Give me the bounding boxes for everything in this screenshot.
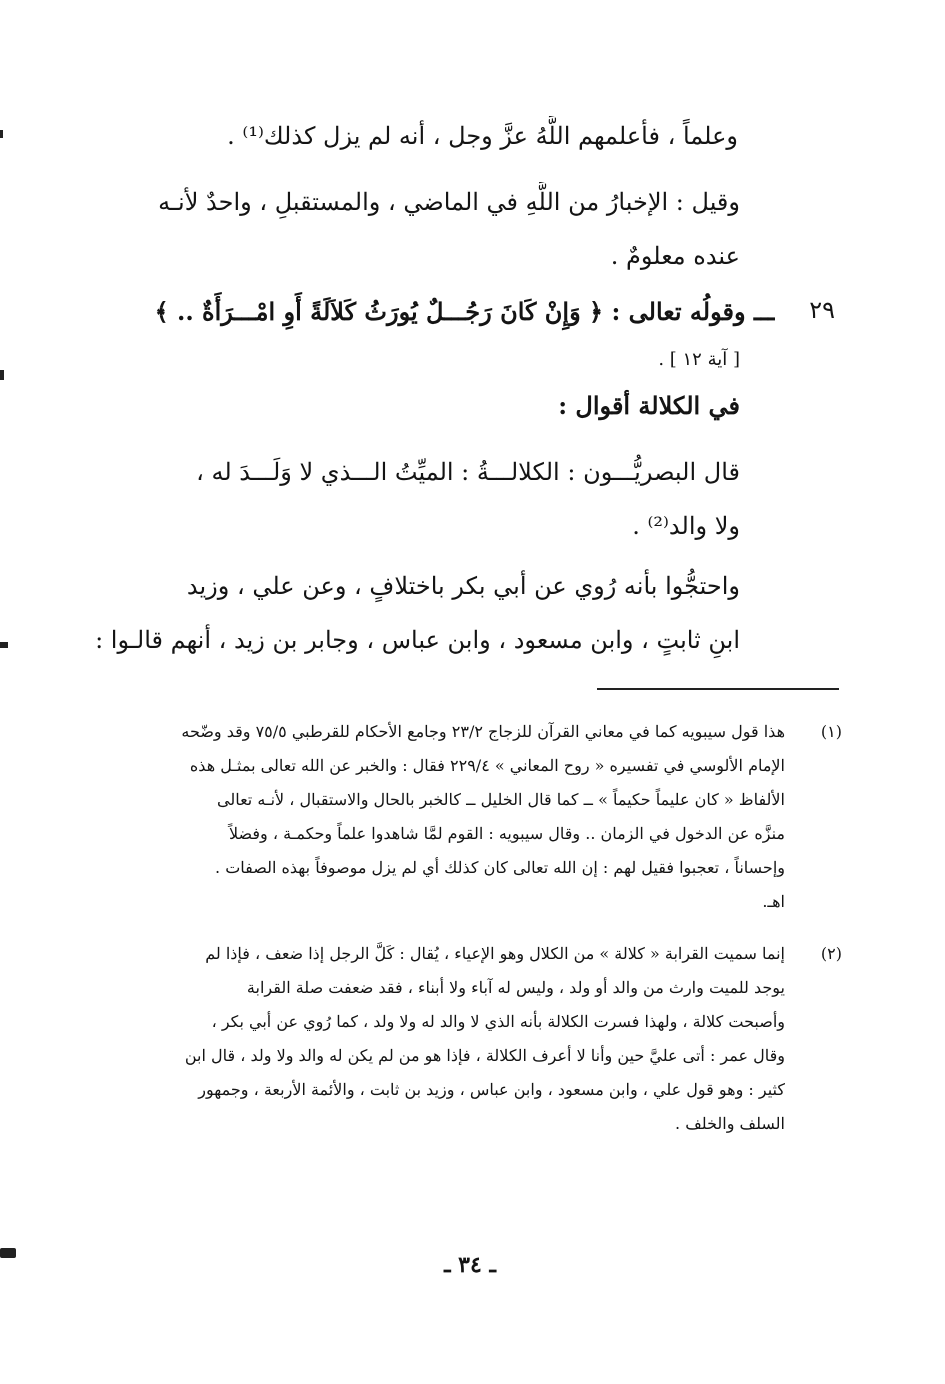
body-line-9: واحتجُّوا بأنه رُوي عن أبي بكر باختلافٍ ، وعن علي ، وزيد: [186, 572, 740, 600]
footnote-1-line-4: منزَّه عن الدخول في الزمان .. وقال سيبويه : القوم لمَّا شاهدوا علماً وحكمـة ، وفضلاً: [228, 824, 785, 843]
body-line-8: ولا والد⁽²⁾ .: [632, 512, 740, 540]
footnote-2-line-2: يوجد للميت وارث من والد أو ولد ، وليس له آباء ولا أبناء ، فقد ضعفت صلة القرابة: [246, 978, 785, 997]
footnote-2-line-6: السلف والخلف .: [675, 1114, 785, 1133]
body-line-7: قال البصريُّـــون : الكلالـــةُ : الميِّتُ الـــذي لا وَلَـــدَ له ،: [196, 458, 740, 486]
body-line-3: عنده معلومٌ .: [610, 242, 740, 270]
body-line-5-ayah-ref: [ آية ١٢ ] .: [658, 349, 740, 370]
body-line-10: ابنِ ثابتٍ ، وابن مسعود ، وابن عباس ، وجابر بن زيد ، أنهم قالـوا :: [95, 626, 740, 654]
footnote-2-line-4: وقال عمر : أتى عليَّ حين وأنا لا أعرف الكلالة ، فإذا هو من لم يكن له والد ولا ولد ، قال ابن: [184, 1046, 785, 1065]
footnote-separator: [597, 688, 839, 690]
footnote-1-line-2: الإمام الألوسي في تفسيره « روح المعاني » ٢٢٩/٤ فقال : والخبر عن الله تعالى بمثـل هذه: [189, 756, 785, 775]
scan-mark-1: [0, 130, 3, 138]
body-line-2: وقيل : الإخبارُ من اللَّهِ في الماضي ، والمستقبلِ ، واحدٌ لأنـه: [158, 188, 740, 216]
section-heading: في الكلالة أقوال :: [558, 391, 740, 420]
footnote-2-marker: (٢): [820, 944, 842, 963]
footnote-2-line-1: إنما سميت القرابة « كلالة » من الكلال وهو الإعياء ، يُقال : كَلَّ الرجل إذا ضعف ، فإذا لم: [205, 944, 785, 963]
body-line-1: وعلماً ، فأعلمهم اللَّهُ عزَّ وجل ، أنه لم يزل كذلك⁽¹⁾ .: [227, 122, 738, 150]
body-line-4-verse: ـــ وقولُه تعالى : ﴿ وَإِنْ كَانَ رَجُـــلٌ يُورَثُ كَلاَلَةً أَوِ امْـــرَأَةٌ .. ﴾: [154, 297, 775, 326]
footnote-1-line-1: هذا قول سيبويه كما في معاني القرآن للزجاج ٢٣/٢ وجامع الأحكام للقرطبي ٧٥/٥ وقد وضّحه: [181, 722, 785, 741]
footnote-1-line-6: اهـ.: [762, 892, 785, 911]
footnote-2-line-5: كثير : وهو قول علي ، وابن مسعود ، وابن عباس ، وزيد بن ثابت ، والأئمة الأربعة ، وجمهور: [198, 1080, 785, 1099]
footnote-2-line-3: وأصبحت كلالة ، ولهذا فسرت الكلالة بأنه الذي لا والد له ولا ولد ، كما رُوي عن أبي بكر ،: [211, 1012, 785, 1031]
page-number: ـ ٣٤ ـ: [444, 1252, 496, 1278]
scan-mark-2: [0, 370, 4, 380]
scan-mark-3: [0, 642, 8, 648]
footnote-1-line-5: وإحساناً ، تعجبوا فقيل لهم : إن الله تعالى كان كذلك أي لم يزل موصوفاً بهذه الصفات .: [215, 858, 785, 877]
footnote-1-line-3: الألفاظ « كان عليماً حكيماً » ــ كما قال الخليل ــ كالخبر بالحال والاستقبال ، لأنـه تعالى: [216, 790, 785, 809]
scan-mark-4: [0, 1248, 16, 1258]
footnote-1-marker: (١): [820, 722, 842, 741]
verse-number: ٢٩: [809, 296, 835, 324]
